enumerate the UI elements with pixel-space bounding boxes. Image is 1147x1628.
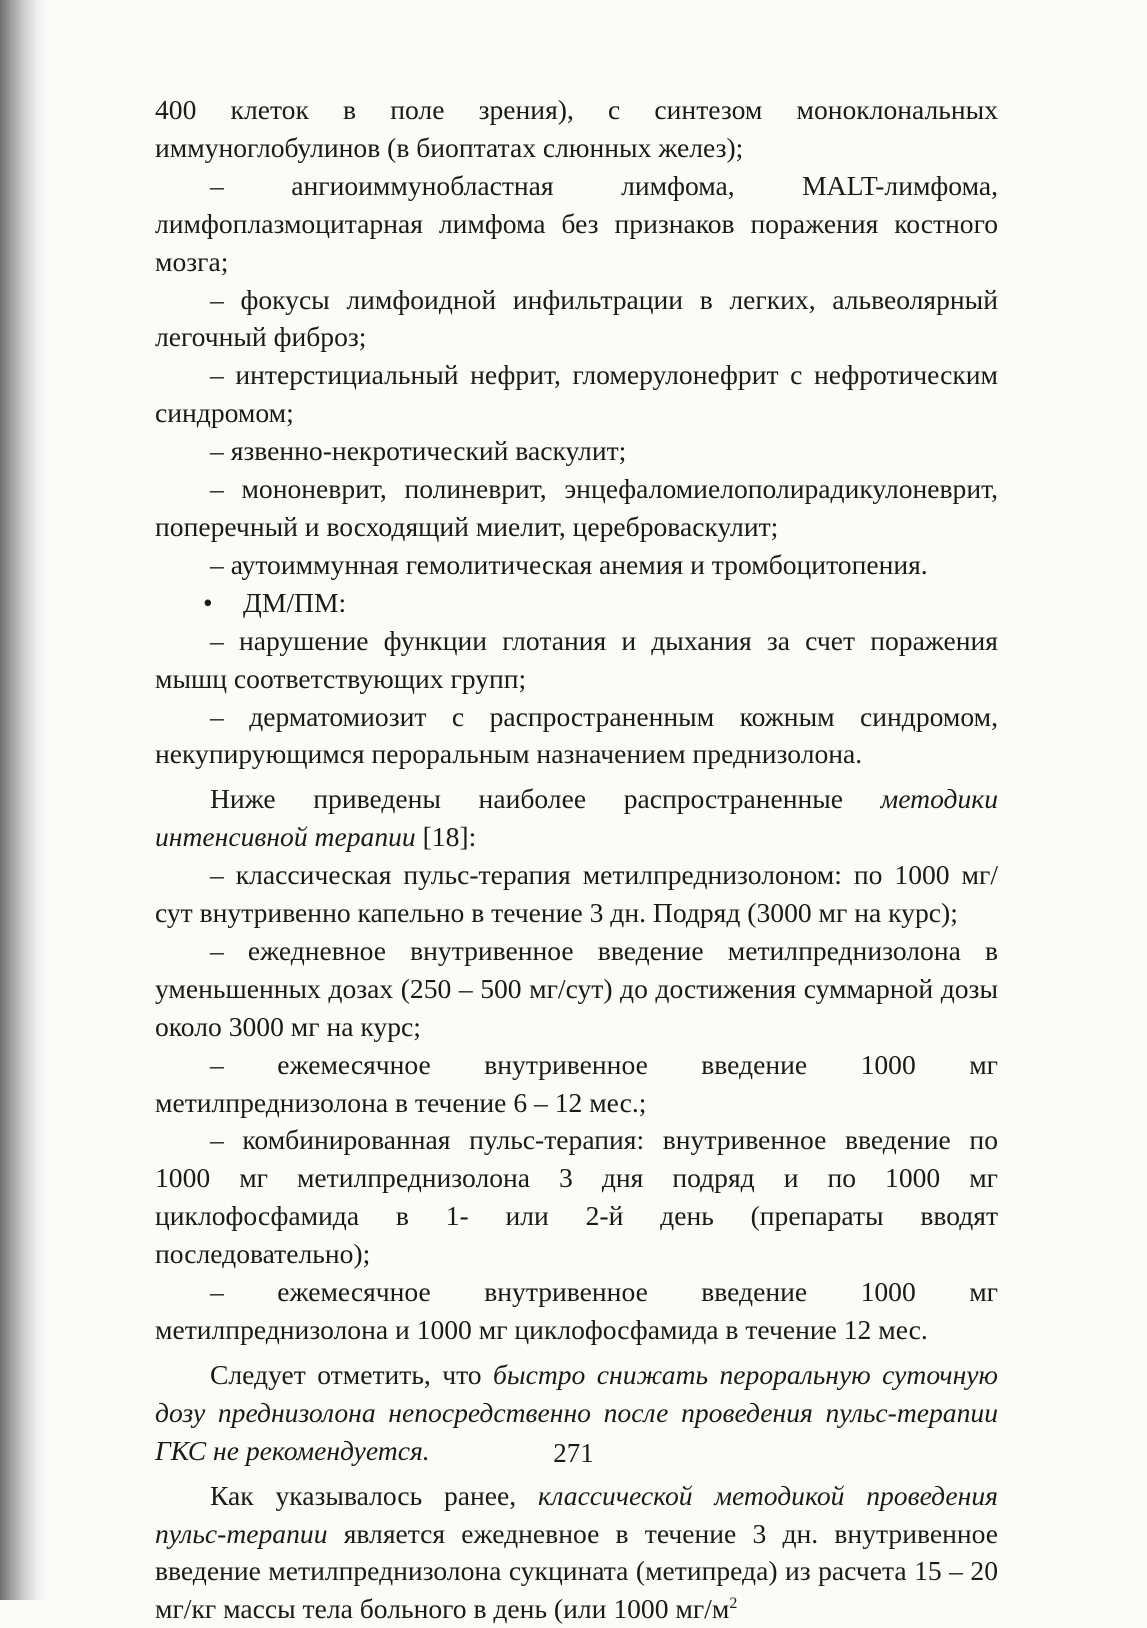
superscript: 2	[729, 1595, 738, 1613]
classic-text-continued: является ежедневное в течение 3 дн. внутривенное введение метилпреднизолона сукцината (метипреда) из расчета 15 – 20 мг/кг массы тела больного в день (или 1000 мг/м	[155, 1517, 998, 1625]
method-item: – ежемесячное внутривенное введение 1000 мг метилпреднизолона в течение 6 – 12 мес.;	[155, 1048, 998, 1118]
list-item: – язвенно-некротический васкулит;	[210, 435, 627, 467]
list-item: – фокусы лимфоидной инфильтрации в легких, альвеолярный легочный фиброз;	[155, 283, 998, 353]
bullet-heading	[155, 584, 998, 622]
list-item: – нарушение функции глотания и дыхания за счет поражения мышц соответствующих групп;	[155, 624, 998, 694]
bullet-text: ДМ/ПМ:	[243, 586, 347, 618]
bullet-icon: •	[203, 586, 213, 618]
method-item: – комбинированная пульс-терапия: внутривенное введение по 1000 мг метилпреднизолона 3 дня подряд и по 1000 мг циклофосфамида в 1- или 2-й день (препараты вводят последовательно);	[155, 1124, 998, 1270]
list-item: – дерматомиозит с распространенным кожным синдромом, некупирующимся пероральным назначением преднизолона.	[155, 700, 998, 770]
list-item: – аутоиммунная гемолитическая анемия и тромбоцитопения.	[210, 548, 928, 580]
classic-italic: классической методикой проведения пульс-терапии	[155, 1479, 998, 1549]
paragraph-continuation: 400 клеток в поле зрения), с синтезом моноклональных иммуноглобулинов (в биоптатах слюнных желез);	[155, 94, 998, 163]
note-italic: быстро снижать пероральную суточную дозу преднизолона непосредственно после проведения пульс-терапии ГКС не рекомендуется.	[155, 1358, 998, 1466]
binding-shadow	[0, 0, 48, 1600]
methods-intro-italic: методики интенсивной терапии	[155, 783, 998, 853]
classic-paragraph	[155, 1477, 998, 1628]
classic-text: Как указывалось ранее,	[210, 1479, 538, 1511]
methods-intro-text: Ниже приведены наиболее распространенные	[210, 783, 881, 815]
methods-intro-reference: [18]:	[415, 821, 477, 853]
method-item: – ежедневное внутривенное введение метилпреднизолона в уменьшенных дозах (250 – 500 мг/сут) до достижения суммарной дозы около 3000 мг на курс;	[155, 934, 998, 1042]
page-number: 271	[553, 1438, 594, 1468]
list-item: – интерстициальный нефрит, гломерулонефрит с нефротическим синдромом;	[155, 359, 998, 429]
method-item: – ежемесячное внутривенное введение 1000 мг метилпреднизолона и 1000 мг циклофосфамида в течение 12 мес.	[155, 1276, 998, 1345]
list-item: – ангиоиммунобластная лимфома, MALT-лимфома, лимфоплазмоцитарная лимфома без признаков поражения костного мозга;	[155, 169, 998, 277]
page-text	[155, 91, 998, 1628]
method-item: – классическая пульс-терапия метилпреднизолоном: по 1000 мг/сут внутривенно капельно в течение 3 дн. Подряд (3000 мг на курс);	[155, 859, 998, 929]
note-text: Следует отметить, что	[210, 1358, 494, 1390]
methods-intro-paragraph	[155, 780, 998, 856]
list-item: – мононеврит, полиневрит, энцефаломиелополирадикулоневрит, поперечный и восходящий миелит, цереброваскулит;	[155, 473, 998, 542]
